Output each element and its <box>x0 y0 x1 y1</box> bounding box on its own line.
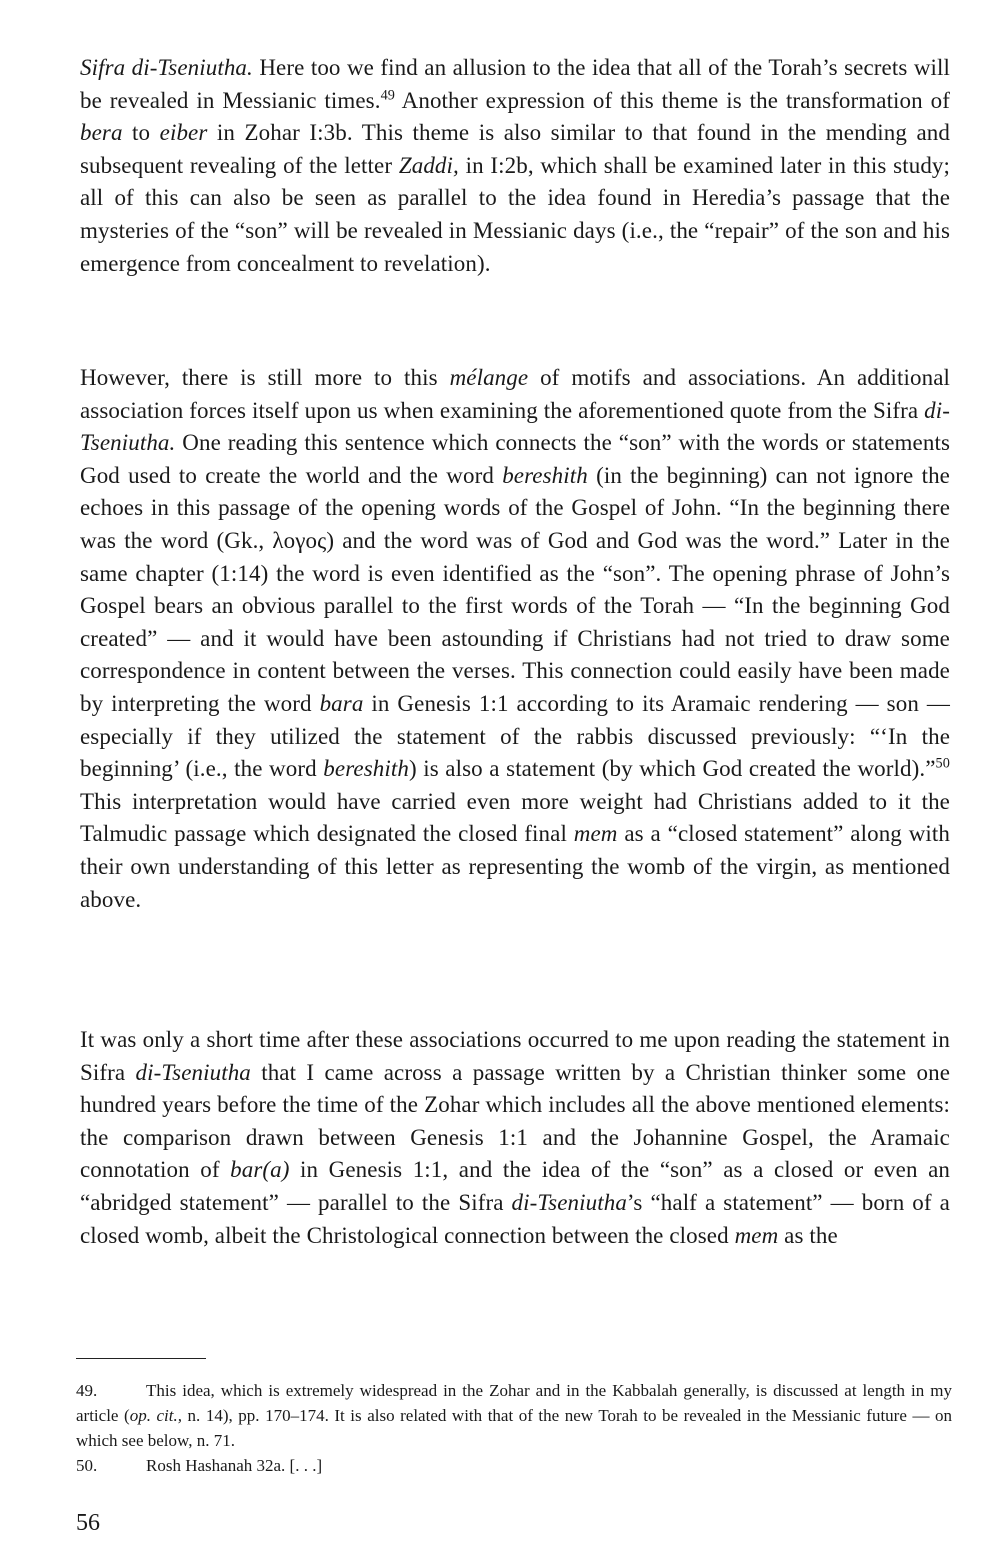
italic-term: bar(a) <box>230 1157 290 1183</box>
italic-term: di-Tseniutha. <box>80 397 950 456</box>
italic-term: mem <box>573 821 618 847</box>
italic-term: op. cit., <box>129 1406 182 1425</box>
footnote-separator <box>76 1358 206 1359</box>
italic-term: Sifra di-Tseniutha. <box>80 55 253 80</box>
body-paragraph: It was only a short time after these associations occurred to me upon reading the statement in Sifra di-Tseniutha that I came across a passage written by a Christian thinker some one hundred years before the time of the Zohar which includes all the above mentioned elements: the comparison drawn between Genesis 1:1 and the Johannine Gospel, the Aramaic connotation of bar(a) in Genesis 1:1, and the idea of the “son” as a closed or even an “abridged statement” — parallel to the Sifra di-Tseniutha’s “half a statement” — born of a closed womb, albeit the Christological connection between the closed mem as the <box>80 1027 951 1248</box>
footnote-text: Rosh Hashanah 32a. [. . .] <box>146 1456 323 1475</box>
footnote-number: 49. <box>76 1381 98 1400</box>
body-paragraph: Sifra di-Tseniutha. Here too we find an allusion to the idea that all of the Torah’s secrets will be revealed in Messianic times.$^{49}$ Another expression of this theme is the transformation of bera to eiber in Zohar I:3b. This theme is also similar to that found in the mending and subsequent revealing of the letter Zaddi, in I:2b, which shall be examined later in this study; all of this can also be seen as parallel to the idea found in Heredia’s passage that the mysteries of the “son” will be revealed in Messianic days (i.e., the “repair” of the son and his emergence from concealment to revelation). <box>80 55 951 276</box>
footnote-number: 50. <box>76 1456 98 1475</box>
footnote-reference: 49 <box>380 87 396 104</box>
italic-term: bara <box>319 690 364 716</box>
footnotes <box>76 1378 952 1478</box>
italic-term: bereshith <box>323 756 409 782</box>
italic-term: di-Tseniutha <box>135 1059 251 1085</box>
footnote-50 <box>76 1453 952 1478</box>
footnote-reference: 50 <box>935 755 950 772</box>
page-number: 56 <box>76 1510 100 1536</box>
italic-term: bereshith <box>502 462 588 488</box>
footnote-text: This idea, which is extremely widespread in the Zohar and in the Kabbalah generally, is discussed at length in my article (op. cit., n. 14), pp. 170–174. It is also related with that of the new Torah to be revealed in the Messianic future — on which see below, n. 71. <box>76 1381 952 1450</box>
italic-term: mélange <box>449 365 529 390</box>
body-paragraph: However, there is still more to this mélange of motifs and associations. An additional association forces itself upon us when examining the aforementioned quote from the Sifra di-Tseniutha. One reading this sentence which connects the “son” with the words or statements God used to create the world and the word bereshith (in the beginning) can not ignore the echoes in this passage of the opening words of the Gospel of John. “In the beginning there was the word (Gk., λογος) and the word was of God and God was the word.” Later in the same chapter (1:14) the word is even identified as the “son”. The opening phrase of John’s Gospel bears an obvious parallel to the first words of the Torah — “In the beginning God created” — and it would have been astounding if Christians had not tried to draw some correspondence in content between the verses. This connection could easily have been made by interpreting the word bara in Genesis 1:1 according to its Aramaic rendering — son — especially if they utilized the statement of the rabbis discussed previously: “‘In the beginning’ (i.e., the word bereshith) is also a statement (by which God created the world).”$^{50}$ This interpretation would have carried even more weight had Christians added to it the Talmudic passage which designated the closed final mem as a “closed statement” along with their own understanding of this letter as representing the womb of the virgin, as mentioned above. <box>80 365 951 912</box>
italic-term: eiber <box>159 120 208 146</box>
italic-term: bera <box>80 120 123 146</box>
italic-term: Zaddi, <box>398 152 459 178</box>
footnote-49 <box>76 1378 952 1453</box>
italic-term: mem <box>734 1222 779 1248</box>
italic-term: di-Tseniutha <box>511 1189 627 1215</box>
